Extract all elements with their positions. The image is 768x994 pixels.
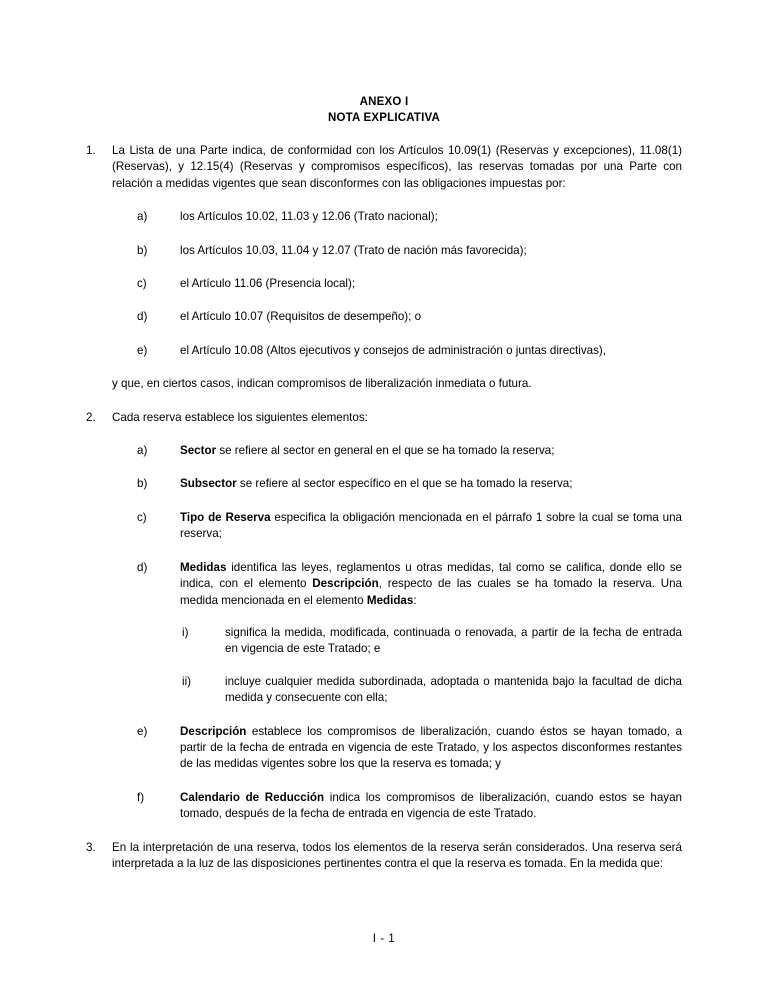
section-2-item-c-marker: c)	[137, 510, 147, 524]
section-2-item-d-term-medidas: Medidas	[366, 593, 414, 607]
section-2-item-f-text: indica los compromisos de liberalización, cuando estos se hayan tomado, después de la fecha de entrada en vigencia de este Tratado.	[180, 790, 682, 821]
section-2-item-e-text: establece los compromisos de liberalización, cuando éstos se hayan tomado, a partir de la fecha de entrada en vigencia de este Tratado, y los aspectos disconformes restantes de las medidas vigentes sobre los que la reserva es tomada; y	[180, 724, 682, 771]
section-2-item-d-text-2: , respecto de las cuales se ha tomado la reserva. Una medida mencionada en el elemento	[180, 577, 682, 607]
section-2-item-b-marker: b)	[137, 477, 148, 491]
section-1-item-a-text: los Artículos 10.02, 11.03 y 12.06 (Trato nacional);	[180, 210, 438, 224]
section-2-item-a-marker: a)	[137, 444, 148, 458]
section-1-marker: 1.	[86, 144, 96, 157]
section-1-item-d	[86, 309, 682, 325]
document-body	[86, 94, 682, 872]
document-title	[86, 94, 682, 126]
section-1-item-c	[86, 276, 682, 292]
section-2-item-c	[86, 510, 682, 543]
section-2-item-d	[86, 560, 682, 609]
section-2-text: Cada reserva establece los siguientes elementos:	[112, 410, 368, 424]
section-2-item-e-marker: e)	[137, 724, 148, 738]
section-1-item-d-marker: d)	[137, 310, 148, 324]
section-2-item-f-marker: f)	[137, 790, 145, 804]
section-1-text: La Lista de una Parte indica, de conformidad con los Artículos 10.09(1) (Reservas y excepciones), 11.08(1) (Reservas), y 12.15(4) (Reservas y compromisos específicos), las reservas tomadas por una Parte con relación a medidas vigentes que sean disconformes con las obligaciones impuestas por:	[112, 144, 682, 190]
section-1-item-e-text: el Artículo 10.08 (Altos ejecutivos y consejos de administración o juntas directivas),	[180, 343, 606, 357]
section-2-marker: 2.	[86, 410, 96, 424]
section-2-item-a-text: se refiere al sector en general en el que se ha tomado la reserva;	[216, 444, 555, 458]
title-line-subtitle: NOTA EXPLICATIVA	[327, 112, 441, 124]
section-2-item-d-sub-i-marker: i)	[182, 625, 189, 639]
section-1-item-b-marker: b)	[137, 243, 148, 257]
section-1-item-c-text: el Artículo 11.06 (Presencia local);	[180, 277, 356, 291]
section-3-marker: 3.	[86, 840, 96, 854]
section-2-item-b-body	[180, 476, 682, 492]
section-2-item-f-term: Calendario de Reducción	[180, 790, 325, 804]
section-1-item-c-marker: c)	[137, 277, 147, 291]
section-1-tail: y que, en ciertos casos, indican compromisos de liberalización inmediata o futura.	[112, 377, 532, 391]
section-1-item-e	[86, 343, 682, 359]
section-2-item-c-term: Tipo de Reserva	[180, 510, 271, 524]
section-2-item-f	[86, 790, 682, 823]
section-2-item-e-term: Descripción	[180, 724, 247, 738]
section-2-item-d-text-3: :	[413, 593, 417, 607]
section-2-item-d-body	[180, 560, 682, 609]
section-2-item-f-body	[180, 790, 682, 823]
section-1-item-a-marker: a)	[137, 210, 148, 224]
section-2-item-d-sub-i-text: significa la medida, modificada, continuada o renovada, a partir de la fecha de entrada en vigencia de este Tratado; e	[225, 625, 682, 656]
section-1-item-b	[86, 243, 682, 259]
section-2-item-d-sub-i	[86, 625, 682, 658]
section-2-item-b	[86, 476, 682, 492]
page-footer: I - 1	[372, 932, 396, 945]
section-2-item-d-sub-ii-marker: ii)	[182, 674, 192, 688]
section-2-item-d-sub-ii	[86, 674, 682, 707]
section-2-item-b-term: Subsector	[180, 477, 237, 491]
section-3	[86, 840, 682, 873]
section-3-text: En la interpretación de una reserva, todos los elementos de la reserva serán considerados. Una reserva será interpretada a la luz de las disposiciones pertinentes contra el que la reserva es tomada. En la medida que:	[112, 840, 682, 870]
section-1	[86, 143, 682, 192]
section-2-item-c-body	[180, 510, 682, 543]
section-2-item-d-term-descripcion: Descripción	[312, 577, 379, 591]
section-2-item-d-marker: d)	[137, 560, 148, 574]
section-2-item-a-body	[180, 443, 682, 459]
section-1-item-d-text: el Artículo 10.07 (Requisitos de desempeño); o	[180, 310, 422, 324]
section-2-item-d-sub-ii-text: incluye cualquier medida subordinada, adoptada o mantenida bajo la facultad de dicha medida y consecuente con ella;	[225, 674, 682, 705]
title-line-annex: ANEXO I	[359, 96, 409, 108]
section-2-item-d-text-1: identifica las leyes, reglamentos u otras medidas, tal como se califica, donde ello se indica, con el elemento	[180, 560, 682, 591]
section-2	[86, 410, 682, 426]
section-2-item-e	[86, 724, 682, 773]
section-2-item-c-text: especifica la obligación mencionada en el párrafo 1 sobre la cual se toma una reserva;	[180, 510, 683, 541]
section-2-item-d-term: Medidas	[180, 560, 227, 574]
section-1-item-b-text: los Artículos 10.03, 11.04 y 12.07 (Trato de nación más favorecida);	[180, 243, 527, 257]
section-1-item-e-marker: e)	[137, 343, 148, 357]
section-2-item-a	[86, 443, 682, 459]
section-2-item-e-body	[180, 724, 682, 773]
section-1-item-a	[86, 209, 682, 225]
section-2-item-a-term: Sector	[180, 444, 217, 458]
section-2-item-b-text: se refiere al sector específico en el que se ha tomado la reserva;	[236, 477, 573, 491]
